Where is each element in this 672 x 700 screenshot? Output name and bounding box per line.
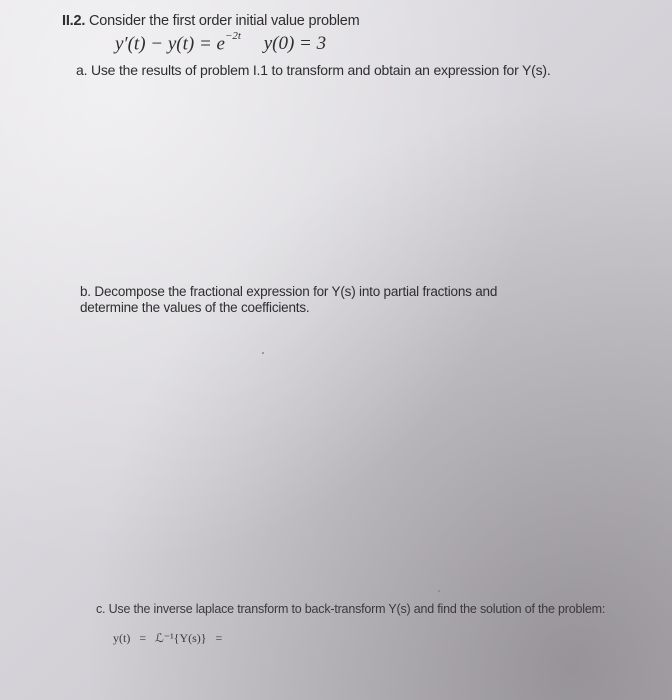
solution-equals-2: = — [215, 631, 223, 645]
problem-header — [62, 13, 360, 29]
solution-equals-1: = — [139, 631, 147, 645]
solution-lhs: y(t) — [113, 631, 131, 645]
initial-condition: y(0) = 3 — [263, 33, 327, 55]
differential-equation — [115, 30, 327, 55]
ode-lhs: y′(t) − y(t) = e — [115, 33, 225, 55]
paper-speck — [262, 352, 264, 354]
part-b-question: b. Decompose the fractional expression for Y(s) into partial fractions and determine the values of the coefficients. — [80, 284, 498, 315]
problem-statement: Consider the first order initial value problem — [89, 13, 360, 29]
inverse-laplace-expression: ℒ⁻¹{Y(s)} — [155, 631, 207, 645]
problem-number: II.2. — [62, 13, 86, 29]
ode-exponent: −2t — [224, 30, 241, 42]
part-c-question: c. Use the inverse laplace transform to back-transform Y(s) and find the solution of the problem: — [96, 602, 606, 616]
paper-speck — [438, 590, 440, 592]
solution-line — [113, 631, 228, 646]
part-a-question: a. Use the results of problem I.1 to transform and obtain an expression for Y(s). — [76, 62, 551, 78]
